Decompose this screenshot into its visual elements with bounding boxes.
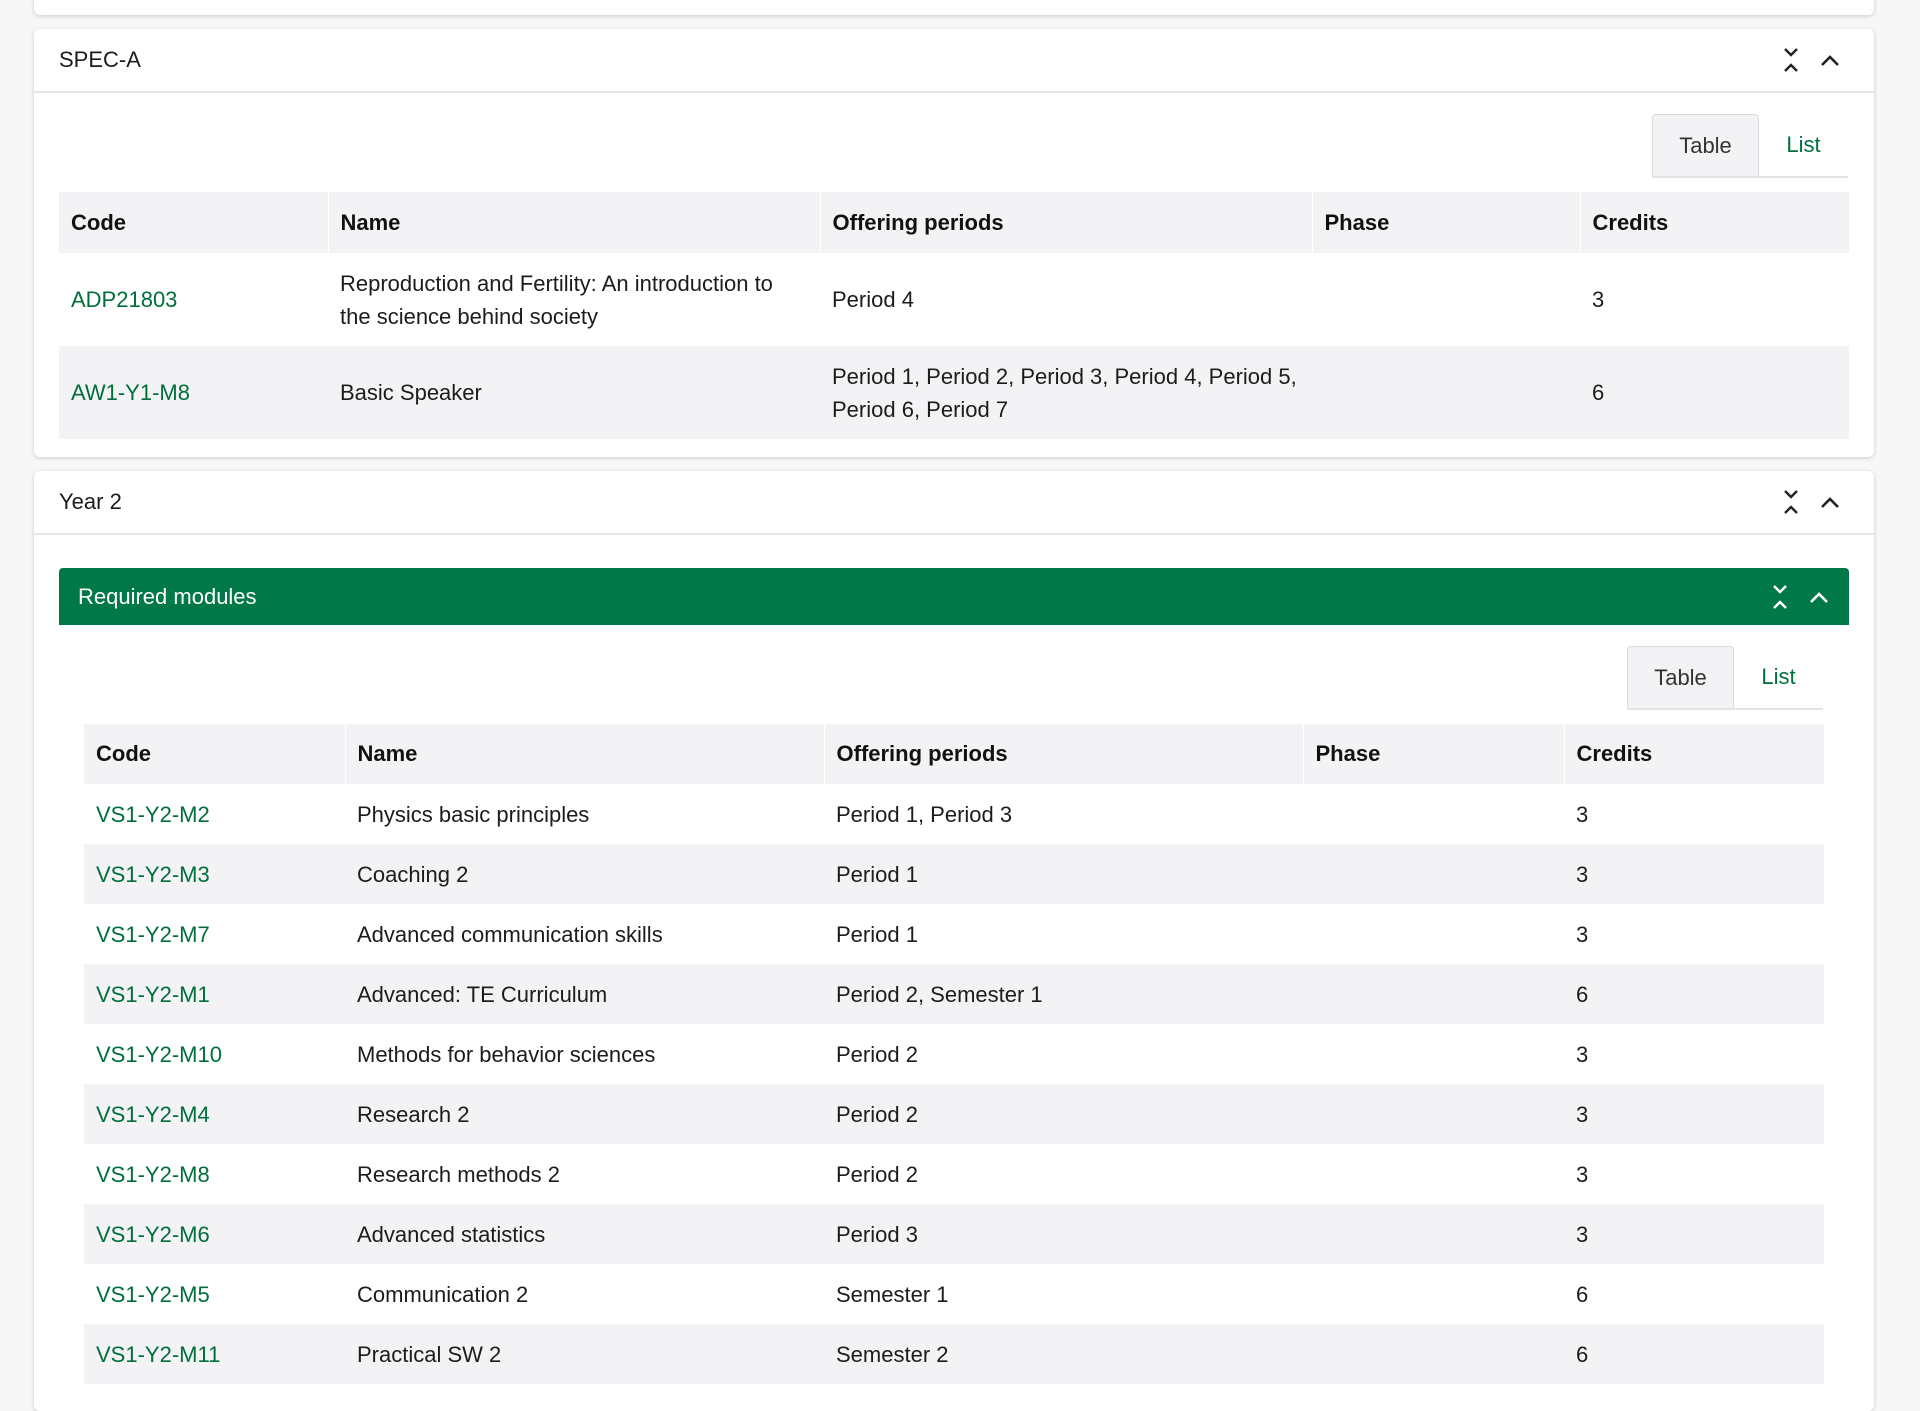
module-credits: 3 xyxy=(1564,1204,1824,1264)
previous-section-card xyxy=(34,0,1874,15)
module-periods: Period 2 xyxy=(824,1084,1303,1144)
column-header-credits[interactable]: Credits xyxy=(1564,724,1824,784)
module-periods: Period 1 xyxy=(836,921,918,947)
expand-collapse-all-icon[interactable] xyxy=(1782,488,1800,516)
module-credits: 6 xyxy=(1564,964,1824,1024)
module-periods: Semester 1 xyxy=(836,1281,949,1307)
spec-section-header[interactable] xyxy=(34,29,1874,93)
tab-table[interactable]: Table xyxy=(1627,646,1734,708)
module-phase xyxy=(1303,904,1564,964)
column-header-name[interactable]: Name xyxy=(345,724,824,784)
year-section-card xyxy=(34,471,1874,1411)
table-row xyxy=(84,1144,1824,1204)
module-periods: Period 2, Semester 1 xyxy=(824,964,1303,1024)
required-modules-header[interactable] xyxy=(59,568,1849,625)
table-row xyxy=(84,784,1824,844)
column-header-offering-periods[interactable]: Offering periods xyxy=(820,192,1312,253)
module-phase xyxy=(1312,253,1580,346)
module-code-link[interactable]: VS1-Y2-M1 xyxy=(84,964,345,1024)
module-credits: 6 xyxy=(1576,1281,1589,1307)
table-row xyxy=(59,253,1849,346)
module-code-link[interactable]: VS1-Y2-M2 xyxy=(96,801,210,827)
module-name: Physics basic principles xyxy=(357,801,590,827)
module-phase xyxy=(1303,1324,1564,1384)
table-row xyxy=(84,1324,1824,1384)
spec-modules-table xyxy=(59,192,1850,439)
module-periods: Period 2 xyxy=(836,1041,918,1067)
module-code-link[interactable]: AW1-Y1-M8 xyxy=(59,346,328,439)
year-section-header[interactable] xyxy=(34,471,1874,535)
module-code-link[interactable]: VS1-Y2-M3 xyxy=(84,844,345,904)
column-header-offering-periods[interactable]: Offering periods xyxy=(824,724,1303,784)
module-phase xyxy=(1303,784,1564,844)
module-code-link[interactable]: VS1-Y2-M8 xyxy=(96,1161,210,1187)
module-name: Practical SW 2 xyxy=(345,1324,824,1384)
module-code-link[interactable]: VS1-Y2-M10 xyxy=(96,1041,222,1067)
module-phase xyxy=(1303,964,1564,1024)
module-name: Basic Speaker xyxy=(328,346,820,439)
module-periods: Period 4 xyxy=(832,287,914,312)
module-phase xyxy=(1303,1264,1564,1324)
module-name: Research 2 xyxy=(345,1084,824,1144)
tab-list[interactable]: List xyxy=(1786,132,1821,157)
module-credits: 3 xyxy=(1592,287,1605,312)
module-code-link[interactable]: VS1-Y2-M6 xyxy=(84,1204,345,1264)
expand-collapse-all-icon[interactable] xyxy=(1782,46,1800,74)
module-credits: 3 xyxy=(1576,1041,1589,1067)
module-credits: 3 xyxy=(1576,921,1589,947)
module-code-link[interactable]: VS1-Y2-M7 xyxy=(96,921,210,947)
module-code-link[interactable]: VS1-Y2-M11 xyxy=(84,1324,345,1384)
module-phase xyxy=(1303,1084,1564,1144)
spec-section-card xyxy=(34,29,1874,457)
module-credits: 3 xyxy=(1576,1161,1589,1187)
required-modules-table xyxy=(84,724,1825,1384)
expand-collapse-all-icon[interactable] xyxy=(1771,583,1789,611)
module-credits: 3 xyxy=(1564,1084,1824,1144)
table-row xyxy=(84,1024,1824,1084)
module-name: Coaching 2 xyxy=(345,844,824,904)
table-row xyxy=(84,844,1824,904)
module-periods: Period 1, Period 3 xyxy=(836,801,1013,827)
module-phase xyxy=(1303,1144,1564,1204)
module-phase xyxy=(1303,1024,1564,1084)
module-periods: Period 2 xyxy=(836,1161,918,1187)
module-name: Advanced: TE Curriculum xyxy=(345,964,824,1024)
table-row xyxy=(84,1084,1824,1144)
chevron-up-icon[interactable] xyxy=(1809,590,1829,604)
year-section-title: Year 2 xyxy=(59,489,122,514)
module-credits: 3 xyxy=(1564,844,1824,904)
module-credits: 3 xyxy=(1576,801,1589,827)
module-periods: Period 1 xyxy=(824,844,1303,904)
column-header-credits[interactable]: Credits xyxy=(1580,192,1849,253)
table-row xyxy=(84,1264,1824,1324)
module-phase xyxy=(1303,1204,1564,1264)
table-row xyxy=(84,964,1824,1024)
spec-section-title: SPEC-A xyxy=(59,47,141,72)
column-header-name[interactable]: Name xyxy=(328,192,820,253)
module-name: Reproduction and Fertility: An introduction to the science behind society xyxy=(340,270,773,329)
chevron-up-icon[interactable] xyxy=(1820,53,1840,67)
module-periods: Semester 2 xyxy=(824,1324,1303,1384)
table-row xyxy=(84,904,1824,964)
required-modules-title: Required modules xyxy=(78,583,257,609)
table-row xyxy=(84,1204,1824,1264)
module-periods: Period 3 xyxy=(824,1204,1303,1264)
column-header-phase[interactable]: Phase xyxy=(1312,192,1580,253)
module-code-link[interactable]: VS1-Y2-M4 xyxy=(84,1084,345,1144)
module-phase xyxy=(1303,844,1564,904)
column-header-code[interactable]: Code xyxy=(59,192,328,253)
module-code-link[interactable]: VS1-Y2-M5 xyxy=(96,1281,210,1307)
view-toggle-tabs xyxy=(1652,114,1848,178)
module-credits: 6 xyxy=(1564,1324,1824,1384)
tab-list[interactable]: List xyxy=(1761,664,1796,689)
view-toggle-tabs xyxy=(1627,646,1823,710)
module-credits: 6 xyxy=(1580,346,1849,439)
table-row xyxy=(59,346,1849,439)
chevron-up-icon[interactable] xyxy=(1820,495,1840,509)
module-code-link[interactable]: ADP21803 xyxy=(71,287,178,312)
module-name: Methods for behavior sciences xyxy=(357,1041,656,1067)
module-name: Research methods 2 xyxy=(357,1161,560,1187)
column-header-code[interactable]: Code xyxy=(84,724,345,784)
tab-table[interactable]: Table xyxy=(1652,114,1759,176)
module-periods: Period 1, Period 2, Period 3, Period 4, Period 5, Period 6, Period 7 xyxy=(820,346,1312,439)
module-name: Advanced communication skills xyxy=(357,921,663,947)
module-phase xyxy=(1312,346,1580,439)
module-name: Communication 2 xyxy=(357,1281,529,1307)
column-header-phase[interactable]: Phase xyxy=(1303,724,1564,784)
module-name: Advanced statistics xyxy=(345,1204,824,1264)
